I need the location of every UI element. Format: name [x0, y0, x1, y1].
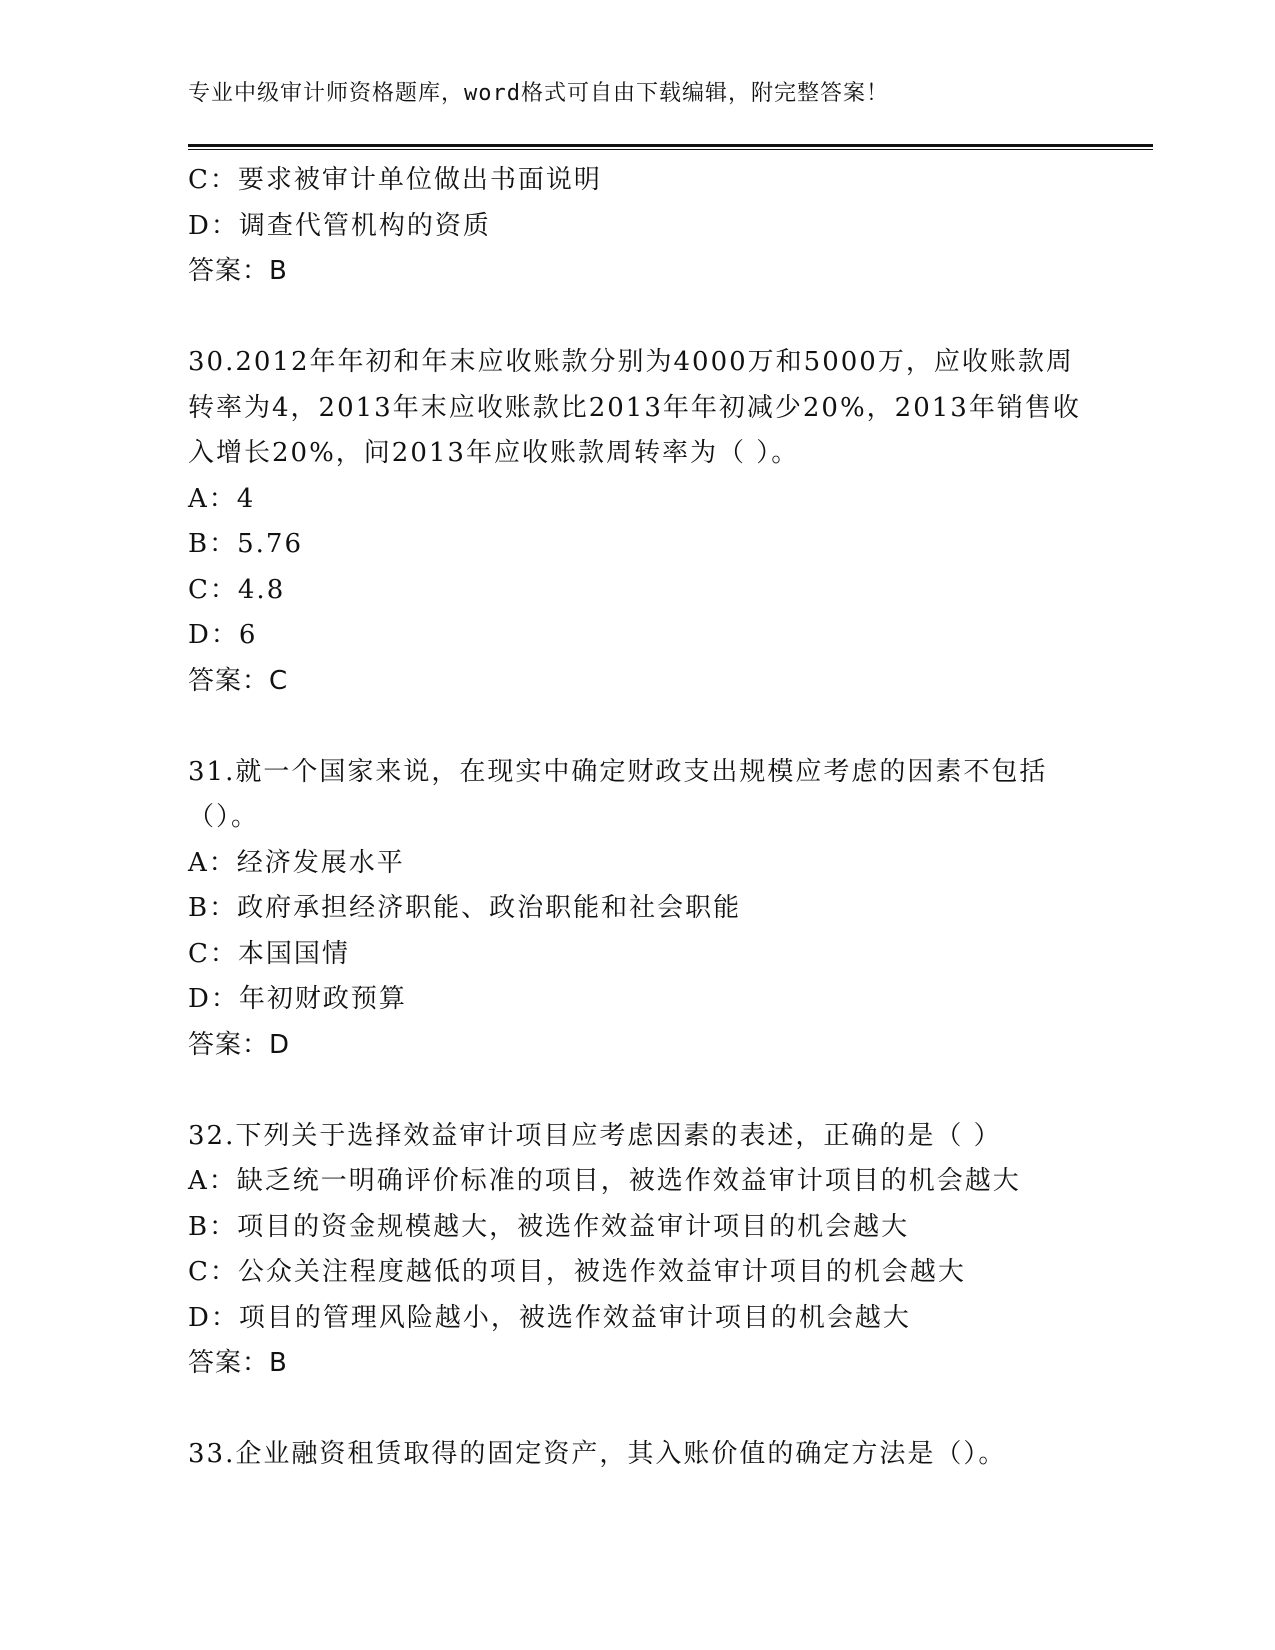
option-line: B：5.76 — [188, 529, 303, 559]
blank-line — [188, 1068, 1088, 1114]
question-content — [188, 158, 1088, 1478]
option-line: C：要求被审计单位做出书面说明 — [188, 165, 602, 195]
answer-line: 答案：C — [188, 665, 289, 696]
option-line: B：项目的资金规模越大，被选作效益审计项目的机会越大 — [188, 1211, 910, 1242]
option-line: D：6 — [188, 620, 258, 650]
option-line: A：经济发展水平 — [188, 847, 405, 878]
blank-line — [188, 1387, 1088, 1433]
header-rule-thick — [188, 144, 1153, 147]
answer-line: 答案：B — [188, 1348, 288, 1378]
option-line: C：本国国情 — [188, 938, 350, 969]
option-line: B：政府承担经济职能、政治职能和社会职能 — [188, 893, 742, 923]
answer-line: 答案：D — [188, 1029, 291, 1060]
option-line: C：4.8 — [188, 574, 286, 605]
blank-line — [188, 704, 1088, 750]
option-line: A：4 — [188, 483, 256, 514]
header-rule-thin — [188, 149, 1153, 150]
question-line: 30.2012年年初和年末应收账款分别为4000万和5000万，应收账款周 — [188, 347, 1074, 377]
option-line: A：缺乏统一明确评价标准的项目，被选作效益审计项目的机会越大 — [188, 1166, 1021, 1196]
option-line: D：调查代管机构的资质 — [188, 210, 491, 241]
blank-line — [188, 295, 1088, 341]
question-line: 32.下列关于选择效益审计项目应考虑因素的表述，正确的是（ ） — [188, 1120, 1002, 1151]
option-line: D：年初财政预算 — [188, 984, 407, 1014]
question-line: （）。 — [188, 802, 260, 832]
question-line: 入增长20%，问2013年应收账款周转率为（ ）。 — [188, 438, 800, 468]
question-line: 31.就一个国家来说，在现实中确定财政支出规模应考虑的因素不包括 — [188, 756, 1048, 787]
question-line: 33.企业融资租赁取得的固定资产，其入账价值的确定方法是（）。 — [188, 1439, 1007, 1469]
question-line: 转率为4，2013年末应收账款比2013年年初减少20%，2013年销售收 — [188, 392, 1081, 423]
option-line: C：公众关注程度越低的项目，被选作效益审计项目的机会越大 — [188, 1257, 966, 1287]
option-line: D：项目的管理风险越小，被选作效益审计项目的机会越大 — [188, 1302, 911, 1333]
page-header: 专业中级审计师资格题库，word格式可自由下载编辑，附完整答案！ — [188, 81, 889, 106]
answer-line: 答案：B — [188, 256, 288, 286]
